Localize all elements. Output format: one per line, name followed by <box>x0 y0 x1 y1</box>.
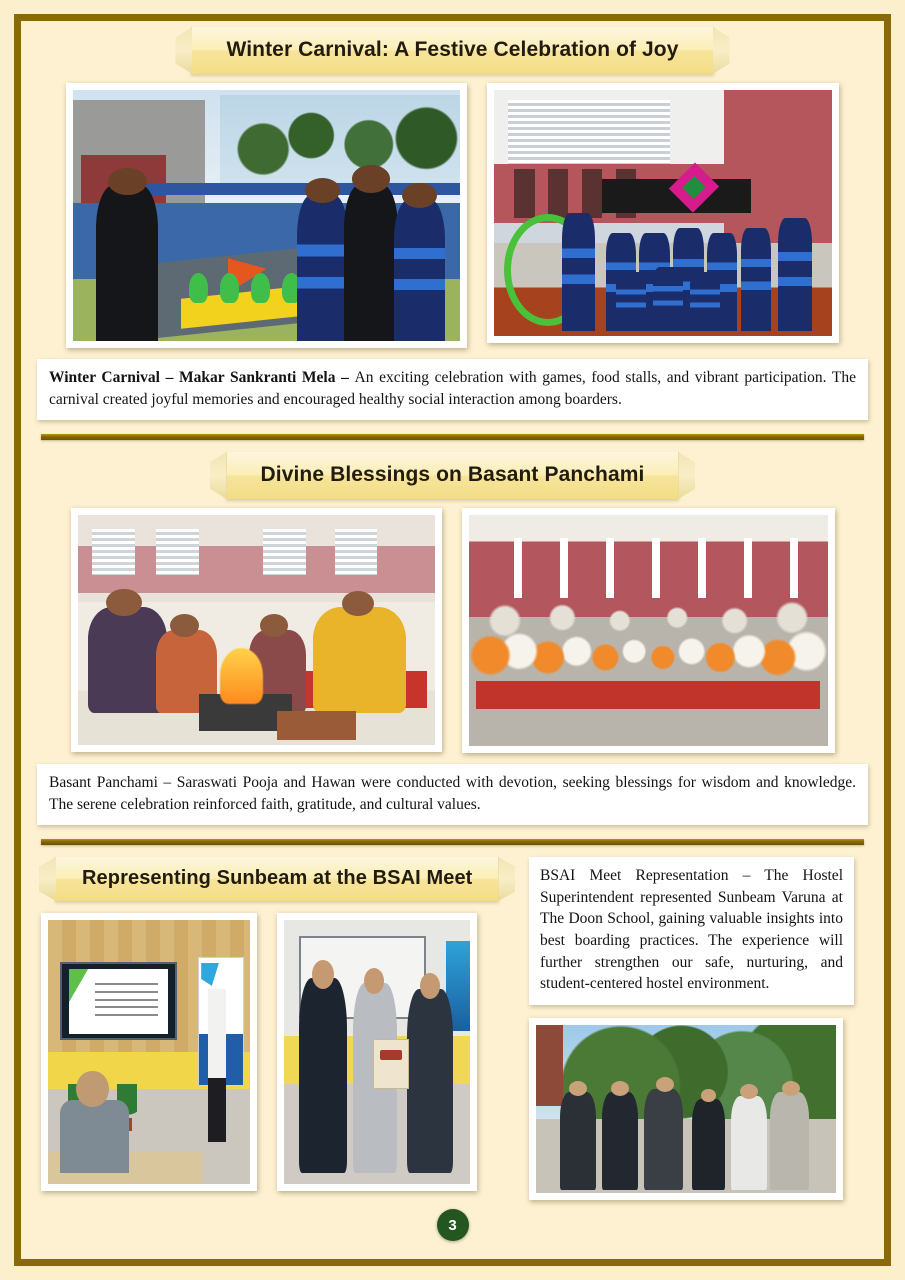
bsai-right-column <box>529 857 854 1200</box>
caption-body-basant-panchami: Basant Panchami – Saraswati Pooja and Hawan were conducted with devotion, seeking blessings for wisdom and knowledge. The serene celebration reinforced faith, gratitude, and cultural values. <box>49 774 856 813</box>
photo-bsai-presentation <box>41 913 257 1191</box>
section-divider-1 <box>41 434 864 440</box>
page-number-area <box>21 1209 884 1241</box>
assembly-prayer-illustration <box>469 515 828 746</box>
photo-hawan-ceremony <box>71 508 442 752</box>
caption-bsai-meet <box>529 857 854 1005</box>
photo-carnival-game-stall <box>66 83 467 348</box>
carnival-stall-illustration <box>73 90 460 341</box>
caption-basant-panchami <box>37 764 868 825</box>
photo-bsai-delegates <box>529 1018 843 1200</box>
caption-body-bsai-meet: BSAI Meet Representation – The Hostel Superintendent represented Sunbeam Varuna at The Doon School, gaining valuable insights into best boarding practices. The experience will further strengthen our safe, nurturing, and student-centered hostel environment. <box>540 867 843 993</box>
banner-row-basant-panchami <box>37 452 868 499</box>
photo-row-basant-panchami <box>37 508 868 753</box>
photo-carnival-group <box>487 83 839 343</box>
bsai-delegates-illustration <box>536 1025 836 1193</box>
section-winter-carnival <box>37 27 868 420</box>
page-number-badge: 3 <box>437 1209 469 1241</box>
section-basant-panchami <box>37 452 868 825</box>
carnival-group-illustration <box>494 90 832 336</box>
photo-bsai-memento <box>277 913 477 1191</box>
photo-assembly-prayer <box>462 508 835 753</box>
section-banner-basant-panchami: Divine Blessings on Basant Panchami <box>226 452 680 499</box>
section-divider-2 <box>41 839 864 845</box>
caption-lead-winter-carnival: Winter Carnival – Makar Sankranti Mela – <box>49 369 355 386</box>
bsai-left-column <box>37 857 513 1191</box>
caption-body-winter-carnival: An exciting celebration with games, food stalls, and vibrant participation. The carnival created joyful memories and encouraged healthy social interaction among boarders. <box>49 369 856 408</box>
bsai-memento-illustration <box>284 920 470 1184</box>
section-banner-winter-carnival: Winter Carnival: A Festive Celebration of Joy <box>191 27 713 74</box>
section-banner-bsai-meet: Representing Sunbeam at the BSAI Meet <box>55 857 499 901</box>
photo-row-winter-carnival <box>37 83 868 348</box>
bsai-presentation-illustration <box>48 920 250 1184</box>
section-bsai-meet <box>37 857 868 1200</box>
banner-row-bsai-meet <box>37 857 513 901</box>
caption-winter-carnival <box>37 359 868 420</box>
page-content-frame <box>14 14 891 1266</box>
hawan-ceremony-illustration <box>78 515 435 745</box>
photo-row-bsai-meet <box>37 913 513 1191</box>
banner-row-winter-carnival <box>37 27 868 74</box>
